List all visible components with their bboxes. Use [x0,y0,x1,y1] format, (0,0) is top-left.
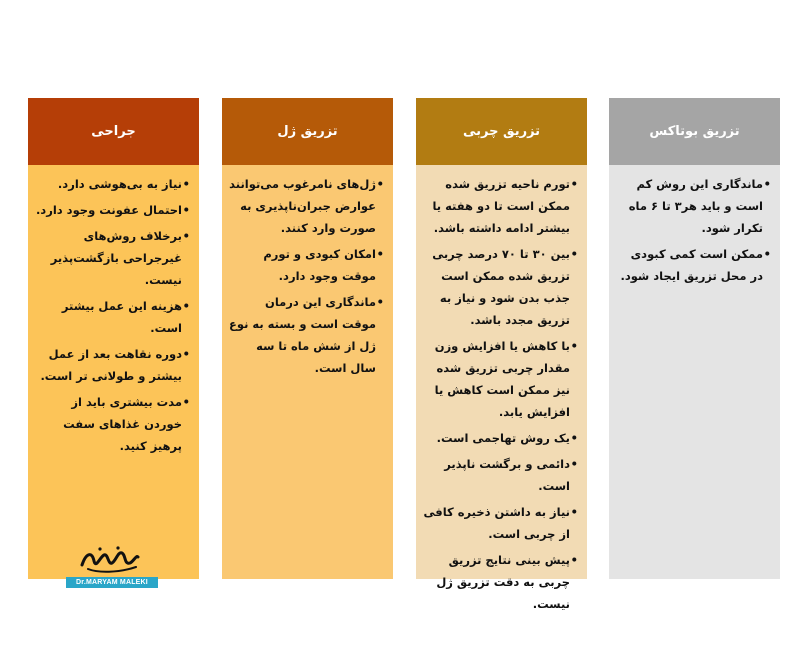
column-body [222,165,393,579]
brand-logo [66,543,158,589]
list-item: • ماندگاری این درمان موقت است و بسته به نوع ژل از شش ماه تا سه سال است. [228,291,384,379]
list-item: • ممکن است کمی کبودی در محل تزریق ایجاد شود. [615,243,771,287]
bullet-list [228,173,384,379]
column-botox-injection [609,98,780,579]
column-body [28,165,199,579]
list-item: • ماندگاری این روش کم است و باید هر۳ تا ۶ ماه تکرار شود. [615,173,771,239]
bullet-list [422,173,578,615]
list-item: • برخلاف روش‌های غیرجراحی بازگشت‌پذیر نیست. [34,225,190,291]
list-item: • امکان کبودی و تورم موقت وجود دارد. [228,243,384,287]
list-item: • نیاز به بی‌هوشی دارد. [34,173,190,195]
column-title: تزریق ژل [222,98,393,165]
bullet-list [615,173,771,287]
list-item: • تورم ناحیه تزریق شده ممکن است تا دو هفته یا بیشتر ادامه داشته باشد. [422,173,578,239]
list-item: • با کاهش یا افزایش وزن مقدار چربی تزریق شده نیز ممکن است کاهش یا افزایش یابد. [422,335,578,423]
column-surgery [28,98,199,579]
column-body [609,165,780,579]
list-item: • احتمال عفونت وجود دارد. [34,199,190,221]
column-title: تزریق بوتاکس [609,98,780,165]
column-title: تزریق چربی [416,98,587,165]
column-title: جراحی [28,98,199,165]
column-gel-injection [222,98,393,579]
list-item: • بین ۳۰ تا ۷۰ درصد چربی تزریق شده ممکن است جذب بدن شود و نیاز به تزریق مجدد باشد. [422,243,578,331]
signature-logo-icon [78,543,142,575]
list-item: • یک روش تهاجمی است. [422,427,578,449]
list-item: • دوره نقاهت بعد از عمل بیشتر و طولانی تر است. [34,343,190,387]
column-body [416,165,587,611]
list-item: • دائمی و برگشت ناپذیر است. [422,453,578,497]
list-item: • پیش بینی نتایج تزریق چربی به دقت تزریق ژل نیست. [422,549,578,615]
list-item: • نیاز به داشتن ذخیره کافی از چربی است. [422,501,578,545]
list-item: • مدت بیشتری باید از خوردن غذاهای سفت پرهیز کنید. [34,391,190,457]
column-fat-injection [416,98,587,611]
list-item: • ژل‌های نامرغوب می‌توانند عوارض جبران‌ناپذیری به صورت وارد کنند. [228,173,384,239]
list-item: • هزینه این عمل بیشتر است. [34,295,190,339]
bullet-list [34,173,190,457]
logo-caption: Dr.MARYAM MALEKI [66,577,158,588]
